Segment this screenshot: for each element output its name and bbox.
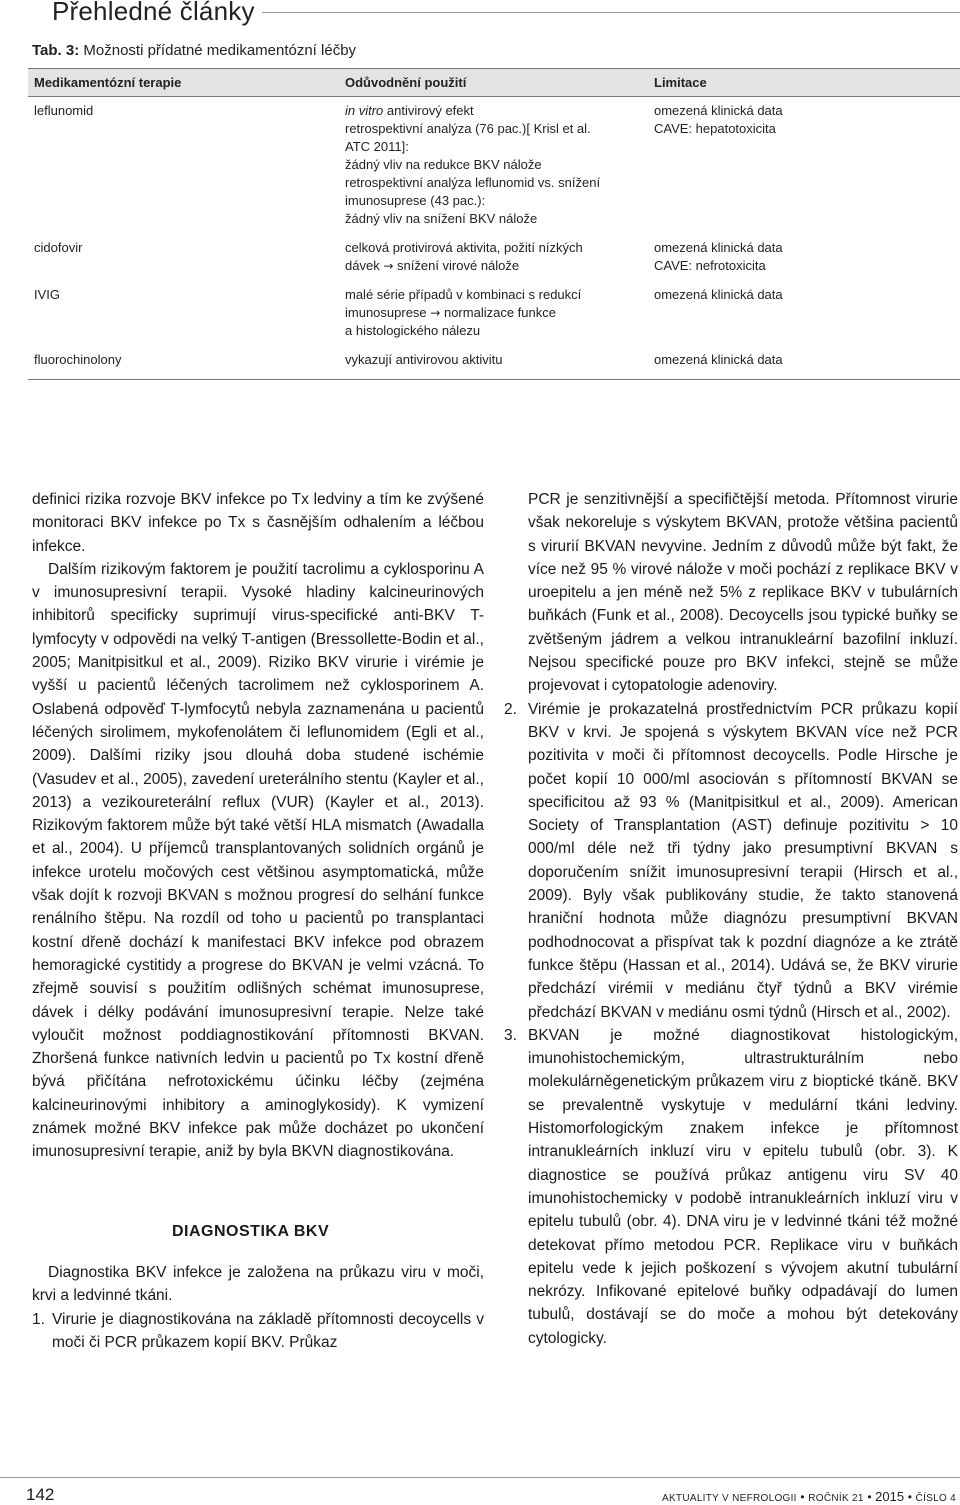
separator-dot: • xyxy=(800,1490,805,1504)
journal-name: AKTUALITY V NEFROLOGII xyxy=(661,1493,797,1504)
list-number: 2. xyxy=(504,700,517,718)
table-row xyxy=(28,286,960,351)
page-number: 142 xyxy=(26,1485,55,1504)
separator-dot: • xyxy=(867,1490,872,1504)
limit-text: omezená klinická data xyxy=(654,352,783,367)
journal-info xyxy=(662,1489,956,1504)
reason-cell xyxy=(345,286,645,340)
limit-text: omezená klinická data xyxy=(654,103,783,118)
list-item xyxy=(32,1308,484,1355)
limit-cell xyxy=(654,286,954,304)
reason-text: snížení virové nálože xyxy=(397,258,520,273)
medication-table xyxy=(28,68,960,379)
reason-cell xyxy=(345,102,645,228)
table-caption xyxy=(32,42,356,59)
footer-divider xyxy=(0,1477,960,1478)
table-header xyxy=(28,68,960,97)
table-caption-label: Tab. 3: xyxy=(32,42,80,59)
paragraph: Dalším rizikovým faktorem je použití tacrolimu a cyklosporinu A v imunosupresivní terapii. Vysoké hladiny kalcineurinových inhibitorů specificky suprimují virus-specifické anti-BKV T-lymfocyty v odpovědi na velký T-antigen (Bressollette-Bodin et al., 2005; Manitpisitkul et al., 2009). Riziko BKV virurie i virémie je vyšší u pacientů léčených tacrolimem než cyklosporinem A. Oslabená odpověď T-lymfocytů nebyla zaznamenána u pacientů léčených sirolimem, mykofenolátem či leflunomidem (Egli et al., 2009). Dalšími riziky jsou dlouhá doba studené ischémie (Vasudev et al., 2005), zavedení ureterálního stentu (Kayler et al., 2013) a vezikoureterální reflux (VUR) (Kayler et al., 2013). Rizikovým faktorem může být také větší HLA mismatch (Awadalla et al., 2004). U příjemců transplantovaných solidních orgánů je infekce urotelu močových cest většinou asymptomatická, může však dojít k rozvoji BKVAN s možnou progresí do selhání funkce renálního štěpu. Na rozdíl od toho u pacientů po transplantaci kostní dřeně dochází k manifestaci BKV infekce pod obrazem hemoragické cystitidy a progrese do BKVAN je velmi vzácná. To zřejmě souvisí s použitím odlišných schémat imunosuprese, dávek i délky podávání imunosupresivní terapie. Nelze také vyloučit možnost poddiagnostikování přítomnosti BKVAN. Zhoršená funkce nativních ledvin u pacientů po Tx kostní dřeně bývá přičítána nefrotoxickému účinku léčby (zejména kalcineurinovými inhibitory a aminoglykosidy). K vymizení známek možné BKV infekce pak může docházet po ukončení imunosupresivní terapie, aniž by byla BKVN diagnostikována. xyxy=(32,560,484,1161)
paragraph: PCR je senzitivnější a specifičtější metoda. Přítomnost virurie však nekoreluje s výskytem BKVAN, protože většina pacientů s virurií BKVAN nevyvine. Jedním z důvodů může být fakt, že více než 95 % virové nálože v moči pochází z replikace BKV v uroepitelu a jen méně než 5% z replikace BKV v tubulárních buňkách (Funk et al., 2008). Decoycells jsou typické buňky se zvětšeným jádrem a velkou intranukleární bazofilní inkluzí. Nejsou specifické pouze pro BKV infekci, stejně se může projevovat i cytopatologie adenoviry. xyxy=(528,491,958,695)
issue-label: ČÍSLO 4 xyxy=(915,1493,956,1504)
paragraph: Diagnostika BKV infekce je založena na průkazu viru v moči, krvi a ledvinné tkáni. xyxy=(32,1263,484,1305)
volume-label: ROČNÍK 21 xyxy=(808,1493,864,1504)
reason-text: žádný vliv na snížení BKV nálože xyxy=(345,211,538,226)
reason-text: imunosuprese (43 pac.): xyxy=(345,193,486,208)
reason-text: celková protivirová aktivita, požití nízkých xyxy=(345,240,583,255)
list-number: 3. xyxy=(504,1026,517,1044)
list-item xyxy=(504,1024,958,1350)
table-bottom-rule xyxy=(28,379,960,380)
limit-text: omezená klinická data xyxy=(654,240,783,255)
table-caption-text: Možnosti přídatné medikamentózní léčby xyxy=(79,42,357,59)
header-divider xyxy=(262,12,960,13)
limit-text: omezená klinická data xyxy=(654,287,783,302)
table-row xyxy=(28,97,960,239)
right-text-column xyxy=(504,488,958,1350)
reason-text: imunosuprese xyxy=(345,305,427,320)
list-text: BKVAN je možné diagnostikovat histologickým, imunohistochemickým, ultrastrukturálním nebo molekulárněgenetickým průkazem viru z bioptické tkáně. BKV se prevalentně vyskytuje v medulární tkáni ledviny. Histomorfologickým znakem infekce je přítomnost intranukleárních inkluzí viru v epitelu tubulů (obr. 3). K diagnostice se používá průkaz antigenu viru SV 40 imunohistochemicky v podobě intranukleárních inkluzí viru v epitelu tubulů (obr. 4). DNA viru je v ledvinné tkáni též možné detekovat přímo metodou PCR. Replikace viru v buňkách epitelu vede k jejich poškození s vývojem akutní tubulární nekrózy. Infikované epitelové buňky odpadávají do lumen tubulů, dostávají se do moče a mohou být detekovány cytologicky. xyxy=(528,1026,958,1347)
drug-name: fluorochinolony xyxy=(34,352,122,367)
reason-text: ATC 2011]: xyxy=(345,139,409,154)
reason-text: vykazují antivirovou aktivitu xyxy=(345,352,503,367)
year: 2015 xyxy=(875,1489,905,1504)
drug-name: IVIG xyxy=(34,287,61,302)
limit-text: CAVE: hepatotoxicita xyxy=(654,121,776,136)
reason-text: retrospektivní analýza (76 pac.)[ Krisl et al. xyxy=(345,121,591,136)
section-heading: DIAGNOSTIKA BKV xyxy=(172,1222,330,1240)
reason-text: malé série případů v kombinaci s redukcí xyxy=(345,287,582,302)
list-text: Virémie je prokazatelná prostřednictvím PCR průkazu kopií BKV v krvi. Je spojená s výskytem BKVAN více než PCR pozitivita v moči či přítomnost decoycells. Podle Hirsche je počet kopií 10 000/ml asociován s přítomností BKVAN se specificitou až 93 % (Manitpisitkul et al., 2009). American Society of Transplantation (AST) definuje pozitivitu > 10 000/ml déle než tři týdny jako presumptivní BKVAN s doporučením snížit imunosupresivní terapii (Hirsch et al., 2009). Byly však publikovány studie, že takto stanovená hraniční hodnota může diagnózu presumptivní BKVAN podhodnocovat a přispívat tak k pozdní diagnóze a ke ztrátě funkce štěpu (Hassan et al., 2014). Udává se, že BKV virurie předchází virémii v mediánu čtyř týdnů a BKV virémie předchází BKVAN v mediánu osmi týdnů (Hirsch et al., 2002). xyxy=(528,700,958,1021)
section-title: Přehledné články xyxy=(52,0,255,26)
reason-text: normalizace funkce xyxy=(443,305,556,320)
limit-cell xyxy=(654,351,954,369)
reason-text: a histologického nálezu xyxy=(345,323,481,338)
reason-cell xyxy=(345,351,645,369)
column-header-limits: Limitace xyxy=(654,75,707,90)
separator-dot: • xyxy=(907,1490,912,1504)
paragraph: definici rizika rozvoje BKV infekce po Tx ledviny a tím ke zvýšené monitoraci BKV infekce po Tx s časnějším odhalením a léčbou infekce. xyxy=(32,491,484,555)
arrow-right-icon: → xyxy=(383,259,394,273)
table-row xyxy=(28,239,960,286)
reason-cell xyxy=(345,239,645,275)
left-text-column xyxy=(32,488,484,1354)
reason-text: antivirový efekt xyxy=(386,103,474,118)
reason-text: retrospektivní analýza leflunomid vs. snížení xyxy=(345,175,601,190)
table-row xyxy=(28,351,960,379)
list-item xyxy=(504,698,958,1024)
reason-text: žádný vliv na redukce BKV nálože xyxy=(345,157,542,172)
column-header-reason: Odůvodnění použití xyxy=(345,75,467,90)
limit-cell xyxy=(654,102,954,138)
reason-text: in vitro xyxy=(345,103,384,118)
drug-name: leflunomid xyxy=(34,103,94,118)
list-number: 1. xyxy=(32,1310,45,1328)
limit-cell xyxy=(654,239,954,275)
column-header-therapy: Medikamentózní terapie xyxy=(34,75,182,90)
list-text: Virurie je diagnostikována na základě přítomnosti decoycells v moči či PCR průkazem kopií BKV. Průkaz xyxy=(52,1310,484,1351)
arrow-right-icon: → xyxy=(430,306,441,320)
reason-text: dávek xyxy=(345,258,380,273)
drug-name: cidofovir xyxy=(34,240,83,255)
limit-text: CAVE: nefrotoxicita xyxy=(654,258,766,273)
